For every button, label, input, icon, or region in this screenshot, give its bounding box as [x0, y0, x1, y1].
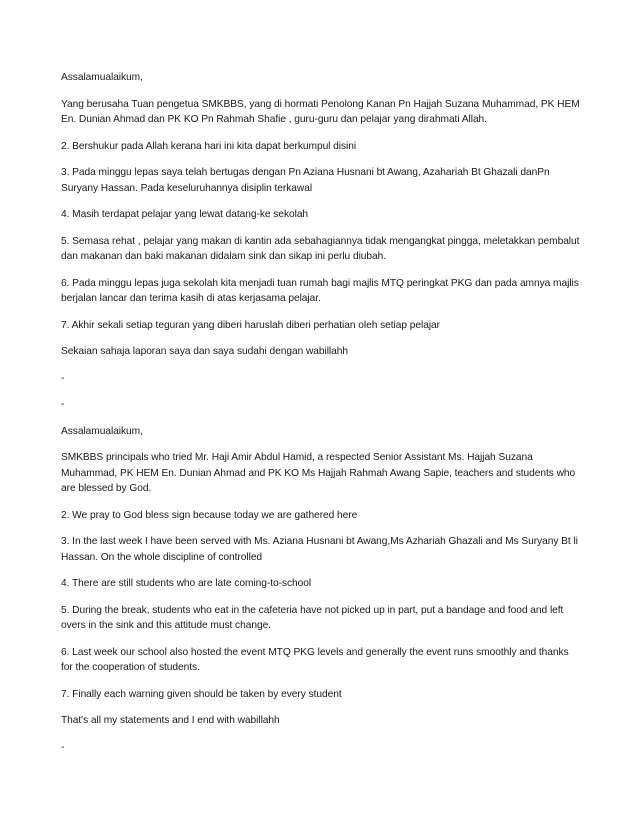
end-dash: - — [61, 741, 65, 753]
english-closing: That's all my statements and I end with wabillahh — [61, 715, 280, 726]
malay-paragraph-2: 2. Bershukur pada Allah kerana hari ini kita dapat berkumpul disini — [61, 140, 357, 152]
malay-paragraph-3: 3. Pada minggu lepas saya telah bertugas dengan Pn Aziana Husnani bt Awang, Azahariah Bt Ghazali danPn Suryany Hassan. Pada keseluruhannya disiplin terkawal — [61, 167, 550, 194]
english-greeting: Assalamualaikum, — [61, 425, 143, 437]
english-paragraph-5: 5. During the break, students who eat in the cafeteria have not picked up in part, put a bandage and food and left overs in the sink and this attitude must change. — [61, 604, 564, 631]
english-paragraph-1: SMKBBS principals who tried Mr. Haji Amir Abdul Hamid, a respected Senior Assistant Ms. Hajjah Suzana Muhammad, PK HEM En. Dunian Ahmad and PK KO Ms Hajjah Rahmah Awang Sapie, teachers and students who are blessed by God. — [61, 452, 576, 494]
english-paragraph-6: 6. Last week our school also hosted the event MTQ PKG levels and generally the event runs smoothly and thanks for the cooperation of students. — [61, 646, 569, 673]
document-body — [61, 70, 581, 766]
separator-dash: - — [61, 372, 65, 384]
english-paragraph-7: 7. Finally each warning given should be taken by every student — [61, 688, 342, 700]
english-paragraph-4: 4. There are still students who are late coming-to-school — [61, 578, 312, 589]
malay-paragraph-7: 7. Akhir sekali setiap teguran yang diberi haruslah diberi perhatian oleh setiap pelajar — [61, 319, 441, 331]
malay-greeting: Assalamualaikum, — [61, 72, 143, 83]
malay-paragraph-4: 4. Masih terdapat pelajar yang lewat datang-ke sekolah — [61, 209, 309, 220]
separator-dash: - — [61, 399, 65, 410]
malay-paragraph-1: Yang berusaha Tuan pengetua SMKBBS, yang di hormati Penolong Kanan Pn Hajjah Suzana Muhammad, PK HEM En. Dunian Ahmad dan PK KO Pn Rahmah Shafie , guru-guru dan pelajar yang dirahmati Allah. — [61, 98, 580, 125]
english-paragraph-3: 3. In the last week I have been served with Ms. Aziana Husnani bt Awang,Ms Azhariah Ghazali and Ms Suryany Bt li Hassan. On the whole discipline of controlled — [61, 536, 578, 563]
malay-paragraph-5: 5. Semasa rehat , pelajar yang makan di kantin ada sebahagiannya tidak mengangkat pingga, meletakkan pembalut dan makanan dan baki makanan didalam sink dan sikap ini perlu diubah. — [61, 235, 580, 262]
malay-paragraph-6: 6. Pada minggu lepas juga sekolah kita menjadi tuan rumah bagi majlis MTQ peringkat PKG dan pada amnya majlis berjalan lancar dan terima kasih di atas kerjasama pelajar. — [61, 277, 579, 304]
english-paragraph-2: 2. We pray to God bless sign because today we are gathered here — [61, 509, 358, 521]
malay-closing: Sekaian sahaja laporan saya dan saya sudahi dengan wabillahh — [61, 346, 348, 357]
